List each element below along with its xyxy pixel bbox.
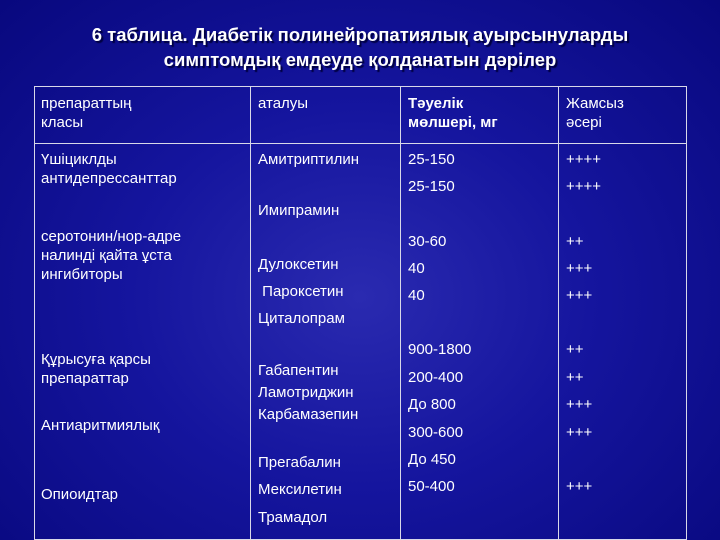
- grid-vline-1: [250, 87, 251, 539]
- drug-tramadol: Трамадол: [258, 509, 328, 526]
- drug-lamotrigine: Ламотриджин: [258, 384, 354, 401]
- dose-citalopram: 40: [408, 287, 425, 304]
- drug-amitriptyline: Амитриптилин: [258, 151, 360, 168]
- side-effect-pregabalin: +++: [566, 424, 593, 441]
- grid-hline-header: [35, 143, 686, 144]
- drug-paroxetine: Пароксетин: [258, 283, 344, 300]
- side-effect-duloxetine: ++: [566, 233, 584, 250]
- side-effect-amitriptyline: ++++: [566, 151, 602, 168]
- side-effect-imipramine: ++++: [566, 178, 602, 195]
- class-anticonvulsants-line1: Құрысуға қарсы: [41, 351, 151, 368]
- header-drug-class-line2: класы: [41, 114, 84, 131]
- drug-citalopram: Циталопрам: [258, 310, 345, 327]
- header-side-effects-line2: әсері: [566, 114, 602, 131]
- class-antiarrhythmic: Антиаритмиялық: [41, 417, 160, 434]
- grid-vline-3: [558, 87, 559, 539]
- header-daily-dose: [408, 94, 498, 132]
- side-effect-tramadol: +++: [566, 478, 593, 495]
- class-snri: [41, 227, 181, 284]
- dose-mexiletine: До 450: [408, 451, 456, 468]
- drug-pregabalin: Прегабалин: [258, 454, 341, 471]
- header-drug-name: [258, 94, 308, 113]
- dose-gabapentin: 900-1800: [408, 341, 472, 358]
- dose-duloxetine: 30-60: [408, 233, 447, 250]
- dose-imipramine: 25-150: [408, 178, 455, 195]
- side-effect-citalopram: +++: [566, 287, 593, 304]
- side-effect-paroxetine: +++: [566, 260, 593, 277]
- class-snri-line3: ингибиторы: [41, 266, 123, 283]
- drug-duloxetine: Дулоксетин: [258, 256, 339, 273]
- header-daily-dose-line2: мөлшері, мг: [408, 114, 498, 131]
- dose-amitriptyline: 25-150: [408, 151, 455, 168]
- class-tca-line2: антидепрессанттар: [41, 170, 177, 187]
- class-tca: [41, 150, 177, 188]
- class-anticonvulsants: [41, 350, 151, 388]
- header-side-effects: [566, 94, 624, 132]
- class-anticonvulsants-line2: препараттар: [41, 370, 129, 387]
- slide-title: [0, 22, 720, 72]
- side-effect-carbamazepine: +++: [566, 396, 593, 413]
- drug-imipramine: Имипрамин: [258, 202, 340, 219]
- header-side-effects-line1: Жамсыз: [566, 95, 624, 112]
- dose-tramadol: 50-400: [408, 478, 455, 495]
- class-snri-line1: серотонин/нор-адре: [41, 228, 182, 245]
- drug-carbamazepine: Карбамазепин: [258, 406, 359, 423]
- drug-gabapentin: Габапентин: [258, 362, 339, 379]
- class-opioids: Опиоидтар: [41, 486, 119, 503]
- side-effect-gabapentin: ++: [566, 341, 584, 358]
- header-drug-class: [41, 94, 131, 132]
- header-drug-name-text: аталуы: [258, 95, 309, 112]
- title-line-1: 6 таблица. Диабетік полинейропатиялық ауырсынуларды: [91, 24, 629, 45]
- grid-vline-2: [400, 87, 401, 539]
- class-tca-line1: Үшіциклды: [41, 151, 117, 168]
- header-drug-class-line1: препараттың: [41, 95, 132, 112]
- dose-pregabalin: 300-600: [408, 424, 464, 441]
- header-daily-dose-line1: Тәуелік: [408, 95, 464, 112]
- title-line-2: симптомдық емдеуде қолданатын дәрілер: [163, 49, 557, 70]
- drug-table: [34, 86, 687, 540]
- class-snri-line2: налинді қайта ұста: [41, 247, 172, 264]
- drug-mexiletine: Мексилетин: [258, 481, 342, 498]
- dose-carbamazepine: До 800: [408, 396, 456, 413]
- side-effect-lamotrigine: ++: [566, 369, 584, 386]
- dose-lamotrigine: 200-400: [408, 369, 464, 386]
- dose-paroxetine: 40: [408, 260, 425, 277]
